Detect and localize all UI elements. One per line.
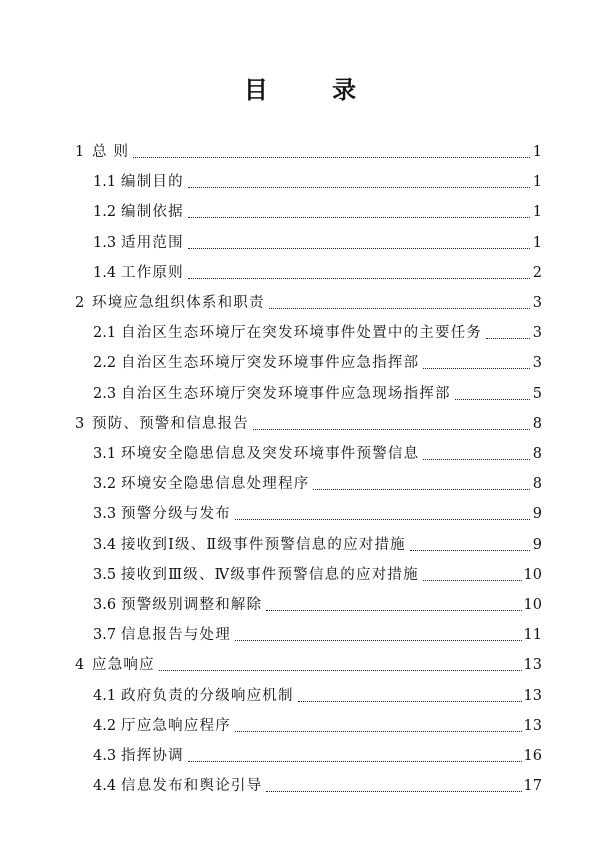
toc-entry-label: 环境安全隐患信息处理程序 <box>121 476 310 493</box>
toc-entry-page-number: 17 <box>523 778 542 795</box>
toc-leader-dots <box>133 156 530 158</box>
toc-leader-dots <box>423 458 530 460</box>
toc-entry-number: 1.2 <box>93 204 117 221</box>
toc-entry[interactable] <box>93 197 542 221</box>
toc-entry-label: 信息发布和舆论引导 <box>121 778 263 795</box>
toc-leader-dots <box>486 337 530 339</box>
toc-entry-label: 预警分级与发布 <box>121 506 231 523</box>
toc-entry-label: 自治区生态环境厅突发环境事件应急现场指挥部 <box>121 385 451 402</box>
page-title: 目 录 <box>243 75 385 104</box>
toc-entry-number: 1.1 <box>93 174 117 191</box>
toc-leader-dots <box>455 398 530 400</box>
toc-leader-dots <box>253 428 530 430</box>
toc-entry-label: 政府负责的分级响应机制 <box>121 687 294 704</box>
toc-entry-page-number: 8 <box>532 446 542 462</box>
toc-entry-number: 4.3 <box>93 748 117 764</box>
toc-entry[interactable] <box>75 137 542 161</box>
toc-leader-dots <box>188 760 522 762</box>
toc-leader-dots <box>188 277 530 279</box>
toc-entry-page-number: 13 <box>523 717 542 734</box>
toc-entry-page-number: 1 <box>532 174 542 191</box>
toc-entry-number: 3 <box>75 415 85 432</box>
toc-leader-dots <box>423 579 522 581</box>
toc-entry-label: 环境应急组织体系和职责 <box>92 295 265 311</box>
toc-entry-page-number: 3 <box>532 325 542 342</box>
toc-entry-number: 1.3 <box>93 234 117 251</box>
toc-entry-number: 2.1 <box>93 325 117 342</box>
toc-entry-page-number: 1 <box>532 144 542 160</box>
toc-entry-number: 3.6 <box>93 597 117 613</box>
toc-leader-dots <box>188 216 530 218</box>
toc-leader-dots <box>423 367 530 369</box>
toc-entry-label: 预防、预警和信息报告 <box>92 415 249 432</box>
toc-entry-page-number: 3 <box>532 295 542 311</box>
toc-entry-number: 1.4 <box>93 264 117 281</box>
toc-entry[interactable] <box>93 741 542 765</box>
toc-entry[interactable] <box>93 560 542 584</box>
toc-entry-page-number: 1 <box>532 234 542 251</box>
toc-entry-number: 4.4 <box>93 778 117 795</box>
toc-entry-label: 指挥协调 <box>121 748 184 764</box>
toc-entry-label: 接收到Ⅰ级、Ⅱ级事件预警信息的应对措施 <box>121 536 406 553</box>
toc-leader-dots <box>235 730 522 732</box>
toc-entry-page-number: 8 <box>532 415 542 432</box>
toc-entry-label: 信息报告与处理 <box>121 627 231 644</box>
toc-leader-dots <box>269 307 530 309</box>
toc-leader-dots <box>235 518 530 520</box>
toc-entry[interactable] <box>75 288 542 312</box>
toc-entry[interactable] <box>93 530 542 554</box>
toc-entry-number: 3.3 <box>93 506 117 523</box>
toc-leader-dots <box>235 639 522 641</box>
toc-entry-label: 厅应急响应程序 <box>121 717 231 734</box>
toc-entry-label: 编制依据 <box>121 204 184 221</box>
toc-entry[interactable] <box>93 318 542 342</box>
toc-entry-number: 3.7 <box>93 627 117 644</box>
toc-entry-label: 工作原则 <box>121 264 184 281</box>
toc-entry-number: 2.3 <box>93 385 117 402</box>
toc-entry[interactable] <box>93 620 542 644</box>
toc-entry-label: 接收到Ⅲ级、Ⅳ级事件预警信息的应对措施 <box>121 566 419 583</box>
toc-entry-number: 4.2 <box>93 717 117 734</box>
toc-entry-number: 1 <box>75 144 85 160</box>
toc-entry[interactable] <box>93 348 542 372</box>
toc-entry[interactable] <box>93 711 542 735</box>
toc-entry-label: 自治区生态环境厅突发环境事件应急指挥部 <box>121 355 420 372</box>
toc-entry-number: 3.5 <box>93 566 117 583</box>
toc-entry-page-number: 9 <box>532 536 542 553</box>
toc-entry-page-number: 2 <box>532 264 542 281</box>
toc-leader-dots <box>410 549 530 551</box>
toc-entry-label: 应急响应 <box>92 657 155 674</box>
toc-leader-dots <box>266 609 521 611</box>
toc-entry-page-number: 13 <box>523 687 542 704</box>
toc-entry[interactable] <box>93 379 542 403</box>
toc-entry-number: 4.1 <box>93 687 117 704</box>
toc-entry[interactable] <box>93 499 542 523</box>
toc-entry-number: 3.4 <box>93 536 117 553</box>
toc-entry[interactable] <box>75 409 542 433</box>
toc-entry-page-number: 8 <box>532 476 542 493</box>
toc-entry[interactable] <box>75 650 542 674</box>
toc-entry-number: 3.1 <box>93 446 117 462</box>
toc-leader-dots <box>266 790 521 792</box>
toc-entry-page-number: 11 <box>523 627 542 644</box>
toc-entry-page-number: 5 <box>532 385 542 402</box>
toc-entry-number: 2 <box>75 295 85 311</box>
toc-entry[interactable] <box>93 681 542 705</box>
toc-entry[interactable] <box>93 439 542 463</box>
toc-entry[interactable] <box>93 167 542 191</box>
toc-entry[interactable] <box>93 228 542 252</box>
toc-entry-page-number: 10 <box>523 566 542 583</box>
toc-entry-label: 总 则 <box>92 144 130 160</box>
toc-entry-page-number: 10 <box>523 597 542 613</box>
toc-entry[interactable] <box>93 590 542 614</box>
toc-entry-page-number: 13 <box>523 657 542 674</box>
toc-entry-page-number: 3 <box>532 355 542 372</box>
toc-entry-number: 4 <box>75 657 85 674</box>
toc-entry-page-number: 9 <box>532 506 542 523</box>
toc-entry[interactable] <box>93 771 542 795</box>
toc-entry-number: 2.2 <box>93 355 117 372</box>
toc-entry-label: 编制目的 <box>121 174 184 191</box>
toc-entry[interactable] <box>93 258 542 282</box>
toc-leader-dots <box>313 488 530 490</box>
toc-entry[interactable] <box>93 469 542 493</box>
toc-entry-label: 适用范围 <box>121 234 184 251</box>
toc-leader-dots <box>188 247 530 249</box>
toc-entry-label: 自治区生态环境厅在突发环境事件处置中的主要任务 <box>121 325 483 342</box>
toc-entry-label: 预警级别调整和解除 <box>121 597 263 613</box>
toc-entry-label: 环境安全隐患信息及突发环境事件预警信息 <box>121 446 420 462</box>
toc-entry-page-number: 16 <box>523 748 542 764</box>
toc-entry-number: 3.2 <box>93 476 117 493</box>
toc-leader-dots <box>298 700 522 702</box>
toc-leader-dots <box>159 669 522 671</box>
toc-entry-page-number: 1 <box>532 204 542 221</box>
toc-leader-dots <box>188 186 530 188</box>
